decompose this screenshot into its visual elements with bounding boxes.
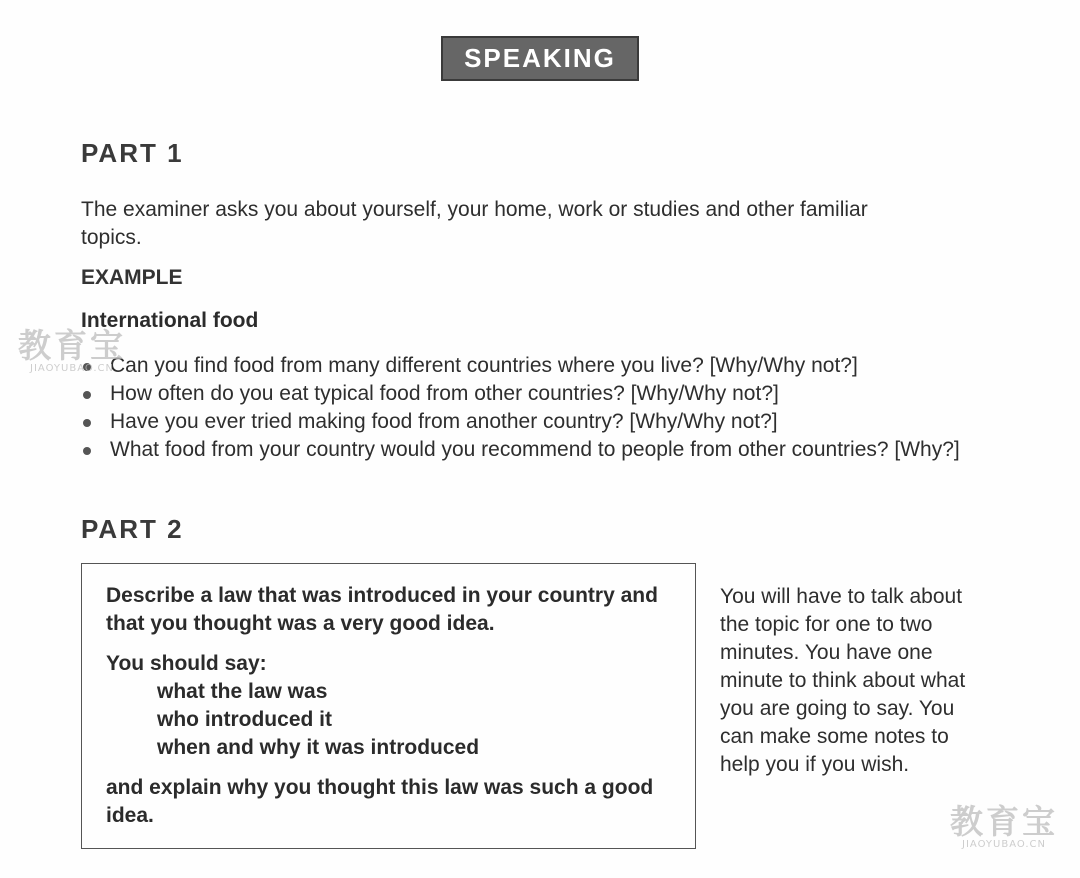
- watermark-logo: [950, 802, 1058, 850]
- cue-card-point: who introduced it: [157, 708, 332, 731]
- watermark-url: JIAOYUBAO.CN: [30, 363, 114, 374]
- bullet-icon: [83, 391, 91, 399]
- topic-title: International food: [81, 309, 259, 332]
- part2-heading: PART 2: [81, 514, 184, 544]
- cue-card-point: what the law was: [157, 680, 328, 703]
- part1-intro: The examiner asks you about yourself, your home, work or studies and other familiar topics.: [81, 198, 868, 249]
- watermark-url: JIAOYUBAO.CN: [962, 839, 1046, 850]
- watermark-logo: [18, 326, 126, 374]
- bullet-icon: [83, 447, 91, 455]
- cue-card-title: Describe a law that was introduced in your country and that you thought was a very good idea.: [106, 584, 658, 635]
- cue-card-point: when and why it was introduced: [157, 736, 480, 759]
- cue-card: [81, 563, 696, 849]
- question-text: Have you ever tried making food from another country? [Why/Why not?]: [110, 410, 778, 433]
- question-text: Can you find food from many different countries where you live? [Why/Why not?]: [110, 354, 858, 377]
- side-note: You will have to talk about the topic for one to two minutes. You have one minute to think about what you are going to say. You can make some notes to help you if you wish.: [720, 585, 966, 776]
- speaking-banner: [441, 36, 639, 81]
- question-text: How often do you eat typical food from other countries? [Why/Why not?]: [110, 382, 779, 405]
- bullet-icon: [83, 419, 91, 427]
- cue-card-prompt: You should say:: [106, 652, 267, 675]
- section-title: SPEAKING: [464, 43, 616, 73]
- watermark-logo-text: 教育宝: [18, 326, 126, 365]
- question-item: [81, 352, 1001, 380]
- question-item: [81, 408, 1001, 436]
- watermark-logo-text: 教育宝: [950, 802, 1058, 841]
- question-item: [81, 380, 1001, 408]
- cue-card-closing: and explain why you thought this law was such a good idea.: [106, 776, 654, 827]
- question-list: [81, 352, 1001, 464]
- example-label: EXAMPLE: [81, 266, 183, 289]
- part1-heading: PART 1: [81, 138, 184, 168]
- question-text: What food from your country would you recommend to people from other countries? [Why?]: [110, 438, 960, 461]
- question-item: [81, 436, 1001, 464]
